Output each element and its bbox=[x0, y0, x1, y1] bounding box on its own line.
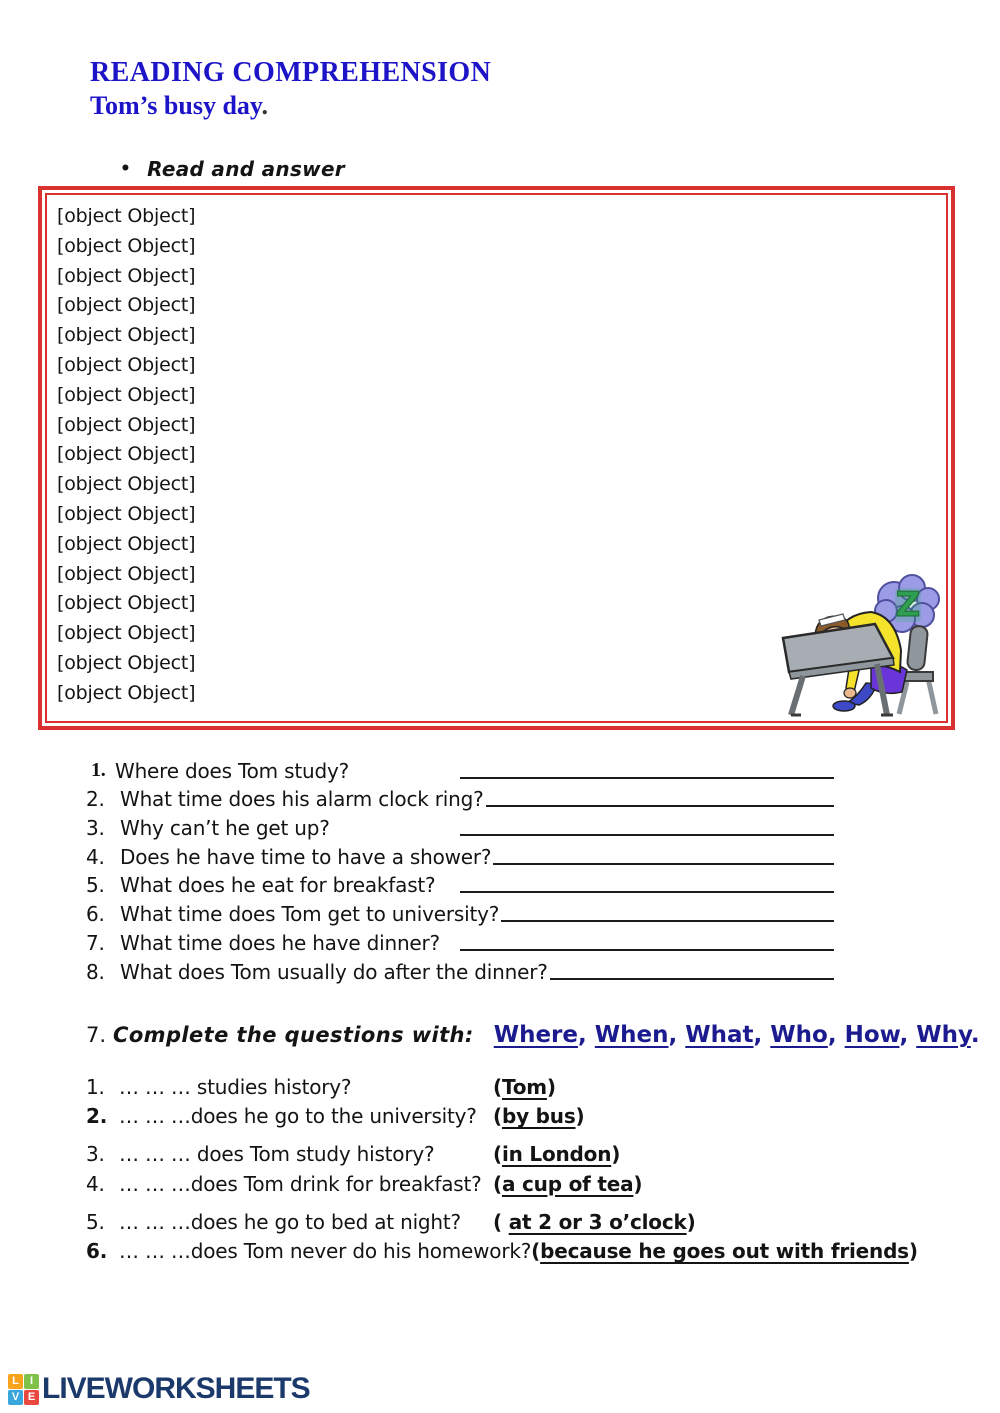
question-number: 6. bbox=[86, 902, 105, 927]
answer-prefix: ( bbox=[493, 1209, 509, 1234]
word-separator: , bbox=[668, 1022, 678, 1048]
answer-blank[interactable] bbox=[486, 805, 834, 807]
complete-question-row bbox=[86, 1172, 936, 1201]
passage-line: [object Object] bbox=[57, 353, 196, 376]
passage-line: [object Object] bbox=[57, 651, 196, 674]
question-lead bbox=[86, 759, 458, 783]
question-number: 3. bbox=[86, 816, 105, 841]
question-number: 4. bbox=[86, 844, 105, 869]
question-word-item bbox=[845, 1022, 909, 1048]
boy-asleep-at-desk-illustration bbox=[781, 566, 943, 718]
answer-hint: because he goes out with friends bbox=[540, 1238, 909, 1263]
passage-line: [object Object] bbox=[57, 264, 196, 287]
question-row bbox=[86, 811, 834, 840]
question-row bbox=[86, 955, 834, 984]
complete-question-row bbox=[86, 1210, 936, 1239]
complete-question-row bbox=[86, 1239, 936, 1268]
answer-suffix: ) bbox=[575, 1104, 585, 1129]
logo-square: V bbox=[8, 1390, 23, 1405]
answer-blank[interactable] bbox=[460, 949, 834, 951]
answer-blank[interactable] bbox=[460, 891, 834, 893]
logo-square: L bbox=[8, 1374, 23, 1389]
question-word: Why bbox=[916, 1022, 971, 1048]
instruction-line bbox=[120, 157, 345, 181]
passage-line: [object Object] bbox=[57, 622, 196, 645]
section7-number: 7. bbox=[86, 1023, 107, 1047]
instruction-label: Read and answer bbox=[147, 157, 345, 181]
answer-blank[interactable] bbox=[460, 777, 834, 779]
question-lead bbox=[86, 845, 491, 869]
word-separator: , bbox=[827, 1022, 837, 1048]
item-text[interactable]: … … …does Tom drink for breakfast? bbox=[119, 1171, 482, 1196]
section7-header bbox=[86, 1022, 980, 1048]
complete-question-lead bbox=[86, 1172, 493, 1196]
passage-line: [object Object] bbox=[57, 205, 196, 227]
answer-hint: by bus bbox=[501, 1104, 576, 1129]
liveworksheets-brand-text: LIVEWORKSHEETS bbox=[42, 1372, 310, 1405]
word-separator: . bbox=[970, 1022, 980, 1048]
item-answer bbox=[493, 1075, 556, 1099]
complete-question-items bbox=[86, 1075, 936, 1268]
item-answer bbox=[493, 1210, 696, 1234]
section7-title: Complete the questions with: bbox=[113, 1023, 474, 1047]
question-number: 1. bbox=[91, 758, 106, 781]
reading-passage bbox=[45, 193, 948, 723]
answer-blank[interactable] bbox=[493, 863, 834, 865]
question-lead bbox=[86, 960, 548, 984]
question-lead bbox=[86, 931, 458, 955]
answer-blank[interactable] bbox=[460, 834, 834, 836]
complete-questions-section bbox=[86, 1022, 980, 1268]
passage-line: [object Object] bbox=[57, 443, 196, 466]
item-answer bbox=[493, 1104, 584, 1128]
subtitle-text: Tom’s busy day bbox=[90, 91, 262, 120]
answer-prefix: ( bbox=[531, 1238, 541, 1263]
complete-question-lead bbox=[86, 1104, 493, 1128]
answer-suffix: ) bbox=[686, 1209, 696, 1234]
complete-question-lead bbox=[86, 1075, 493, 1099]
question-row bbox=[86, 783, 834, 812]
question-text: Why can’t he get up? bbox=[120, 816, 330, 841]
complete-question-lead bbox=[86, 1239, 531, 1263]
answer-suffix: ) bbox=[611, 1142, 621, 1167]
question-word: When bbox=[594, 1022, 669, 1048]
item-number: 6. bbox=[86, 1238, 108, 1263]
answer-hint: at 2 or 3 o’clock bbox=[508, 1209, 687, 1234]
passage-line: [object Object] bbox=[57, 383, 196, 406]
question-text: What time does Tom get to university? bbox=[120, 902, 500, 927]
item-text[interactable]: … … …does Tom never do his homework? bbox=[119, 1238, 532, 1263]
sleep-z-letter: Z bbox=[895, 584, 921, 625]
item-number: 3. bbox=[86, 1142, 105, 1167]
answer-prefix: ( bbox=[493, 1171, 502, 1196]
passage-line: [object Object] bbox=[57, 592, 196, 615]
item-number: 2. bbox=[86, 1104, 108, 1129]
item-answer bbox=[493, 1172, 642, 1196]
answer-suffix: ) bbox=[633, 1171, 643, 1196]
item-text[interactable]: … … …does he go to the university? bbox=[119, 1104, 477, 1129]
answer-blank[interactable] bbox=[550, 978, 834, 980]
logo-square: E bbox=[24, 1390, 39, 1405]
answer-suffix: ) bbox=[908, 1238, 918, 1263]
question-text: What does he eat for breakfast? bbox=[120, 873, 436, 898]
passage-line: [object Object] bbox=[57, 234, 196, 257]
complete-question-row bbox=[86, 1142, 936, 1171]
question-word-item bbox=[685, 1022, 762, 1048]
question-word: Who bbox=[770, 1022, 828, 1048]
question-row bbox=[86, 897, 834, 926]
answer-suffix: ) bbox=[546, 1075, 556, 1099]
question-row bbox=[86, 840, 834, 869]
item-text[interactable]: … … …does he go to bed at night? bbox=[119, 1209, 461, 1234]
passage-line: [object Object] bbox=[57, 681, 196, 704]
item-number: 1. bbox=[86, 1075, 105, 1099]
question-text: Where does Tom study? bbox=[115, 758, 349, 783]
item-answer bbox=[493, 1142, 620, 1166]
question-row bbox=[86, 869, 834, 898]
passage-line: [object Object] bbox=[57, 294, 196, 317]
question-text: What time does he have dinner? bbox=[120, 930, 440, 955]
question-number: 2. bbox=[86, 787, 105, 812]
word-separator: , bbox=[753, 1022, 763, 1048]
question-text: What time does his alarm clock ring? bbox=[120, 787, 484, 812]
item-number: 4. bbox=[86, 1171, 105, 1196]
answer-blank[interactable] bbox=[501, 920, 834, 922]
question-lead bbox=[86, 902, 499, 926]
item-text[interactable]: … … … does Tom study history? bbox=[119, 1142, 435, 1167]
passage-line: [object Object] bbox=[57, 502, 196, 525]
passage-line: [object Object] bbox=[57, 473, 196, 496]
answer-hint: in London bbox=[501, 1142, 612, 1167]
reading-passage-box bbox=[38, 186, 955, 730]
comprehension-questions bbox=[86, 754, 834, 984]
question-word-item bbox=[770, 1022, 836, 1048]
answer-prefix: ( bbox=[493, 1104, 502, 1129]
question-text: Does he have time to have a shower? bbox=[120, 844, 492, 869]
question-text: What does Tom usually do after the dinner? bbox=[120, 959, 548, 984]
passage-line: [object Object] bbox=[57, 413, 196, 436]
question-word-item bbox=[595, 1022, 677, 1048]
question-word: Where bbox=[493, 1022, 579, 1048]
item-number: 5. bbox=[86, 1209, 105, 1234]
complete-question-row bbox=[86, 1075, 936, 1104]
answer-prefix: ( bbox=[493, 1142, 502, 1167]
worksheet-header bbox=[90, 56, 491, 122]
question-number: 7. bbox=[86, 930, 105, 955]
question-row bbox=[86, 926, 834, 955]
bullet-icon: • bbox=[120, 159, 132, 179]
question-word: How bbox=[844, 1022, 900, 1048]
question-row bbox=[86, 754, 834, 783]
question-word: What bbox=[685, 1022, 754, 1048]
word-separator: , bbox=[899, 1022, 909, 1048]
item-text[interactable]: … … … studies history? bbox=[119, 1075, 352, 1099]
question-word-item bbox=[916, 1022, 979, 1048]
answer-hint: a cup of tea bbox=[501, 1171, 634, 1196]
item-answer bbox=[531, 1239, 918, 1263]
question-lead bbox=[86, 787, 484, 811]
complete-question-lead bbox=[86, 1142, 493, 1166]
answer-hint: Tom bbox=[501, 1075, 547, 1099]
logo-square: I bbox=[24, 1374, 39, 1389]
liveworksheets-footer bbox=[8, 1372, 310, 1406]
complete-question-lead bbox=[86, 1210, 493, 1234]
question-words bbox=[494, 1022, 980, 1048]
worksheet-subtitle bbox=[90, 90, 491, 122]
liveworksheets-logo-icon bbox=[8, 1374, 39, 1405]
page-title: READING COMPREHENSION bbox=[90, 57, 492, 88]
question-number: 5. bbox=[86, 873, 105, 898]
question-lead bbox=[86, 816, 458, 840]
passage-line: [object Object] bbox=[57, 324, 196, 347]
subtitle-period: . bbox=[261, 91, 268, 120]
passage-line: [object Object] bbox=[57, 532, 196, 555]
question-word-item bbox=[494, 1022, 587, 1048]
word-separator: , bbox=[578, 1022, 587, 1048]
answer-prefix: ( bbox=[493, 1075, 502, 1099]
question-number: 8. bbox=[86, 959, 105, 984]
complete-question-row bbox=[86, 1104, 936, 1133]
passage-line: [object Object] bbox=[57, 562, 196, 585]
question-lead bbox=[86, 873, 458, 897]
